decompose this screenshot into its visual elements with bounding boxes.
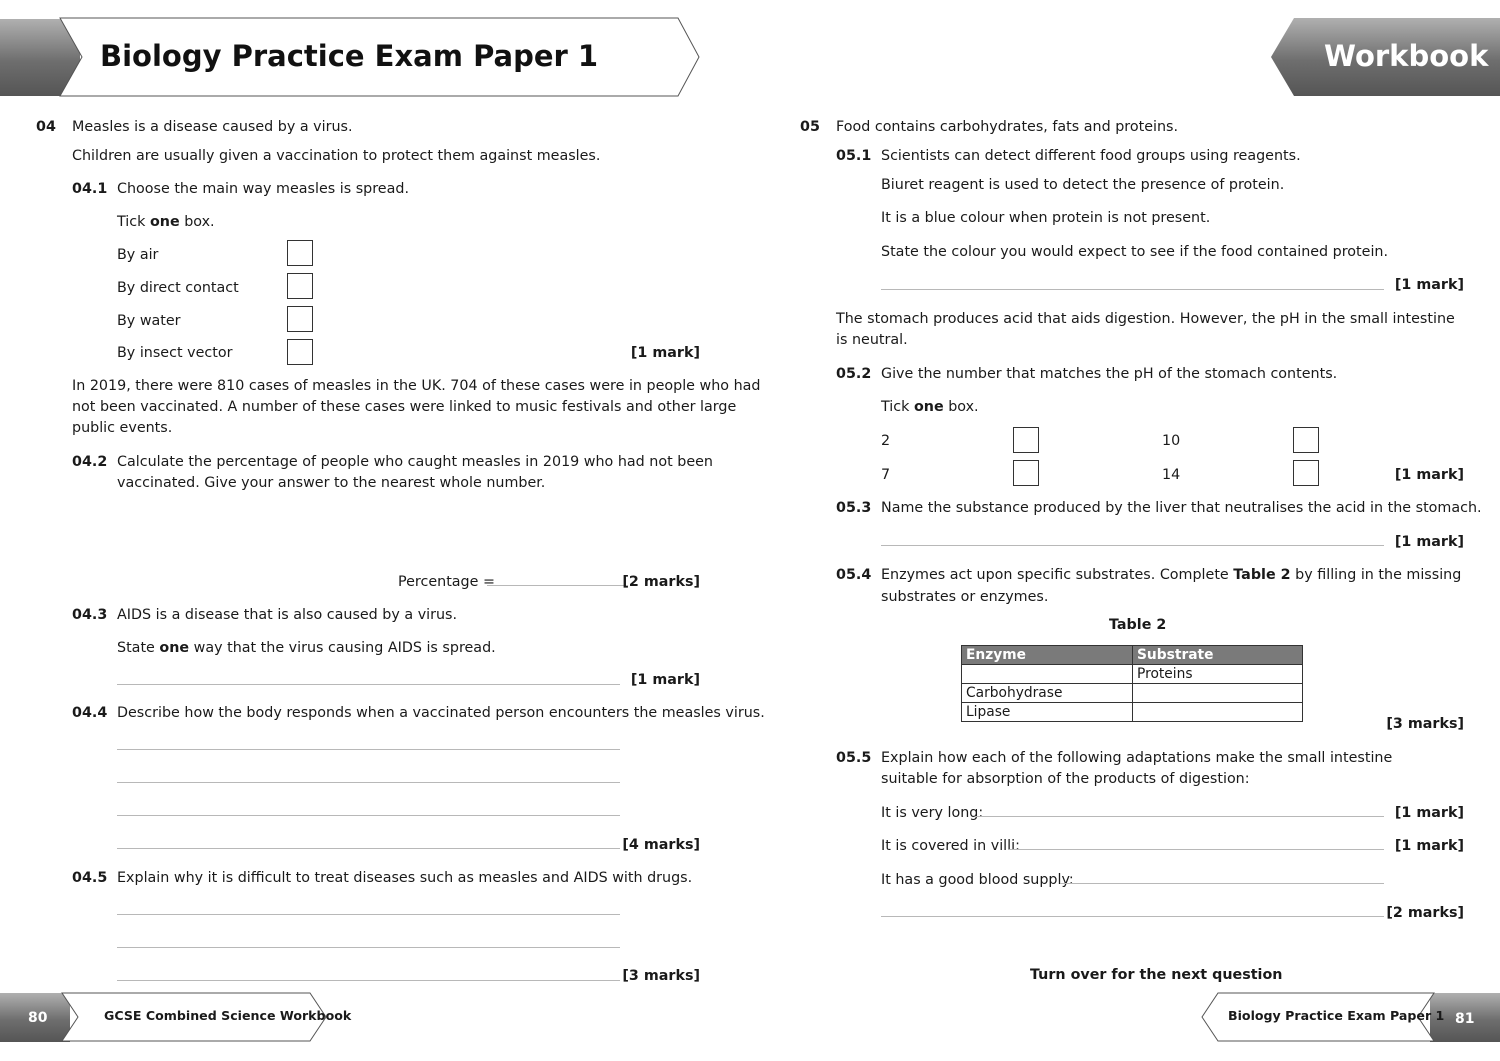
question-number-05-3: 05.3 — [836, 500, 872, 516]
question-number-05-4: 05.4 — [836, 567, 872, 583]
percentage-label: Percentage = — [398, 574, 495, 590]
q04-4-answer-line[interactable] — [117, 815, 620, 816]
table-cell-substrate: Proteins — [1133, 665, 1303, 684]
q04-3-marks: [1 mark] — [630, 672, 700, 688]
q05-5-answer-line[interactable] — [881, 916, 1384, 917]
q04-1-instruction: Tick one box. — [117, 214, 215, 230]
q04-para-line-2: not been vaccinated. A number of these cases were linked to music festivals and other large — [72, 399, 737, 415]
table-header-row — [962, 646, 1303, 665]
checkbox-ph-7[interactable] — [1013, 460, 1039, 486]
page-title: Biology Practice Exam Paper 1 — [100, 39, 599, 73]
q05-4-text-2: substrates or enzymes. — [881, 589, 1049, 605]
question-number-04-5: 04.5 — [72, 870, 108, 886]
q04-4-marks: [4 marks] — [622, 837, 700, 853]
q05-5-line-1: Explain how each of the following adaptations make the small intestine — [881, 750, 1393, 766]
checkbox-ph-2[interactable] — [1013, 427, 1039, 453]
question-number-05: 05 — [800, 119, 820, 135]
q05-2-text: Give the number that matches the pH of the stomach contents. — [881, 366, 1338, 382]
q05-2-marks: [1 mark] — [1394, 467, 1464, 483]
left-footer-book-title: GCSE Combined Science Workbook — [104, 1008, 352, 1023]
q05-intro: Food contains carbohydrates, fats and proteins. — [836, 119, 1179, 135]
q04-5-answer-line[interactable] — [117, 947, 620, 948]
q05-5-item-blood: It has a good blood supply: — [881, 872, 1074, 888]
option-label-by-direct-contact: By direct contact — [117, 280, 239, 296]
checkbox-ph-14[interactable] — [1293, 460, 1319, 486]
option-label-ph-7: 7 — [881, 467, 891, 483]
q05-3-text: Name the substance produced by the liver that neutralises the acid in the stomach. — [881, 500, 1482, 516]
table-header-enzyme: Enzyme — [962, 646, 1133, 665]
q04-4-answer-line[interactable] — [117, 848, 620, 849]
q04-3-text: AIDS is a disease that is also caused by a virus. — [117, 607, 458, 623]
table-cell-substrate[interactable] — [1133, 684, 1303, 703]
q05-1-line-4: State the colour you would expect to see if the food contained protein. — [881, 244, 1389, 260]
q04-4-answer-line[interactable] — [117, 749, 620, 750]
q04-5-text: Explain why it is difficult to treat diseases such as measles and AIDS with drugs. — [117, 870, 693, 886]
checkbox-by-air[interactable] — [287, 240, 313, 266]
q05-para-line-1: The stomach produces acid that aids digestion. However, the pH in the small intestine — [836, 311, 1455, 327]
q05-5-marks-3: [2 marks] — [1386, 905, 1464, 921]
q04-5-answer-line[interactable] — [117, 914, 620, 915]
checkbox-ph-10[interactable] — [1293, 427, 1319, 453]
question-number-04-4: 04.4 — [72, 705, 108, 721]
q04-2-line-2: vaccinated. Give your answer to the nearest whole number. — [117, 475, 546, 491]
q05-3-answer-line[interactable] — [881, 545, 1384, 546]
checkbox-by-water[interactable] — [287, 306, 313, 332]
q04-4-answer-line[interactable] — [117, 782, 620, 783]
q05-5-answer-line[interactable] — [1008, 849, 1384, 850]
option-label-by-insect-vector: By insect vector — [117, 345, 233, 361]
q05-3-marks: [1 mark] — [1394, 534, 1464, 550]
checkbox-by-direct-contact[interactable] — [287, 273, 313, 299]
q05-para-line-2: is neutral. — [836, 332, 908, 348]
q04-5-answer-line[interactable] — [117, 980, 620, 981]
table-row — [962, 684, 1303, 703]
q05-1-line-2: Biuret reagent is used to detect the presence of protein. — [881, 177, 1285, 193]
q05-2-instruction: Tick one box. — [881, 399, 979, 415]
q04-3-instruction: State one way that the virus causing AIDS is spread. — [117, 640, 496, 656]
q04-intro-2: Children are usually given a vaccination to protect them against measles. — [72, 148, 601, 164]
checkbox-by-insect-vector[interactable] — [287, 339, 313, 365]
turn-over-note: Turn over for the next question — [1030, 967, 1283, 983]
q04-3-answer-line[interactable] — [117, 684, 620, 685]
q04-para-line-1: In 2019, there were 810 cases of measles in the UK. 704 of these cases were in people who had — [72, 378, 761, 394]
q04-1-text: Choose the main way measles is spread. — [117, 181, 409, 197]
q04-intro-1: Measles is a disease caused by a virus. — [72, 119, 353, 135]
q04-2-marks: [2 marks] — [622, 574, 700, 590]
q05-5-line-2: suitable for absorption of the products of digestion: — [881, 771, 1250, 787]
table-cell-enzyme[interactable] — [962, 665, 1133, 684]
left-page-number: 80 — [28, 1010, 48, 1026]
table-title: Table 2 — [1109, 617, 1167, 633]
option-label-ph-2: 2 — [881, 433, 891, 449]
question-number-05-1: 05.1 — [836, 148, 872, 164]
workbook-label: Workbook — [1324, 39, 1489, 73]
q05-5-answer-line[interactable] — [1060, 883, 1384, 884]
q05-5-item-villi: It is covered in villi: — [881, 838, 1020, 854]
table-row — [962, 665, 1303, 684]
q05-1-marks: [1 mark] — [1394, 277, 1464, 293]
q05-5-marks-1: [1 mark] — [1394, 805, 1464, 821]
q04-2-line-1: Calculate the percentage of people who caught measles in 2019 who had not been — [117, 454, 713, 470]
option-label-ph-10: 10 — [1162, 433, 1181, 449]
percentage-answer-line[interactable] — [487, 585, 628, 586]
q04-5-marks: [3 marks] — [622, 968, 700, 984]
option-label-by-air: By air — [117, 247, 159, 263]
table-header-substrate: Substrate — [1133, 646, 1303, 665]
q04-1-marks: [1 mark] — [630, 345, 700, 361]
right-footer-paper-title: Biology Practice Exam Paper 1 — [1228, 1008, 1445, 1023]
enzyme-table — [961, 645, 1303, 722]
table-cell-enzyme: Lipase — [962, 703, 1133, 722]
right-page-number: 81 — [1455, 1011, 1475, 1027]
q05-1-text: Scientists can detect different food groups using reagents. — [881, 148, 1301, 164]
q05-1-answer-line[interactable] — [881, 289, 1384, 290]
table-cell-enzyme: Carbohydrase — [962, 684, 1133, 703]
q04-4-text: Describe how the body responds when a vaccinated person encounters the measles virus. — [117, 705, 765, 721]
q04-para-line-3: public events. — [72, 420, 173, 436]
q05-1-line-3: It is a blue colour when protein is not present. — [881, 210, 1211, 226]
q05-5-marks-2: [1 mark] — [1394, 838, 1464, 854]
question-number-04-1: 04.1 — [72, 181, 108, 197]
option-label-by-water: By water — [117, 313, 181, 329]
q05-5-item-long: It is very long: — [881, 805, 984, 821]
question-number-04-2: 04.2 — [72, 454, 108, 470]
question-number-05-5: 05.5 — [836, 750, 872, 766]
question-number-04-3: 04.3 — [72, 607, 108, 623]
table-row — [962, 703, 1303, 722]
q05-5-answer-line[interactable] — [975, 816, 1384, 817]
q05-4-text: Enzymes act upon specific substrates. Complete Table 2 by filling in the missing — [881, 567, 1462, 583]
question-number-04: 04 — [36, 119, 56, 135]
question-number-05-2: 05.2 — [836, 366, 872, 382]
q05-4-marks: [3 marks] — [1386, 716, 1464, 732]
table-cell-substrate[interactable] — [1133, 703, 1303, 722]
option-label-ph-14: 14 — [1162, 467, 1181, 483]
